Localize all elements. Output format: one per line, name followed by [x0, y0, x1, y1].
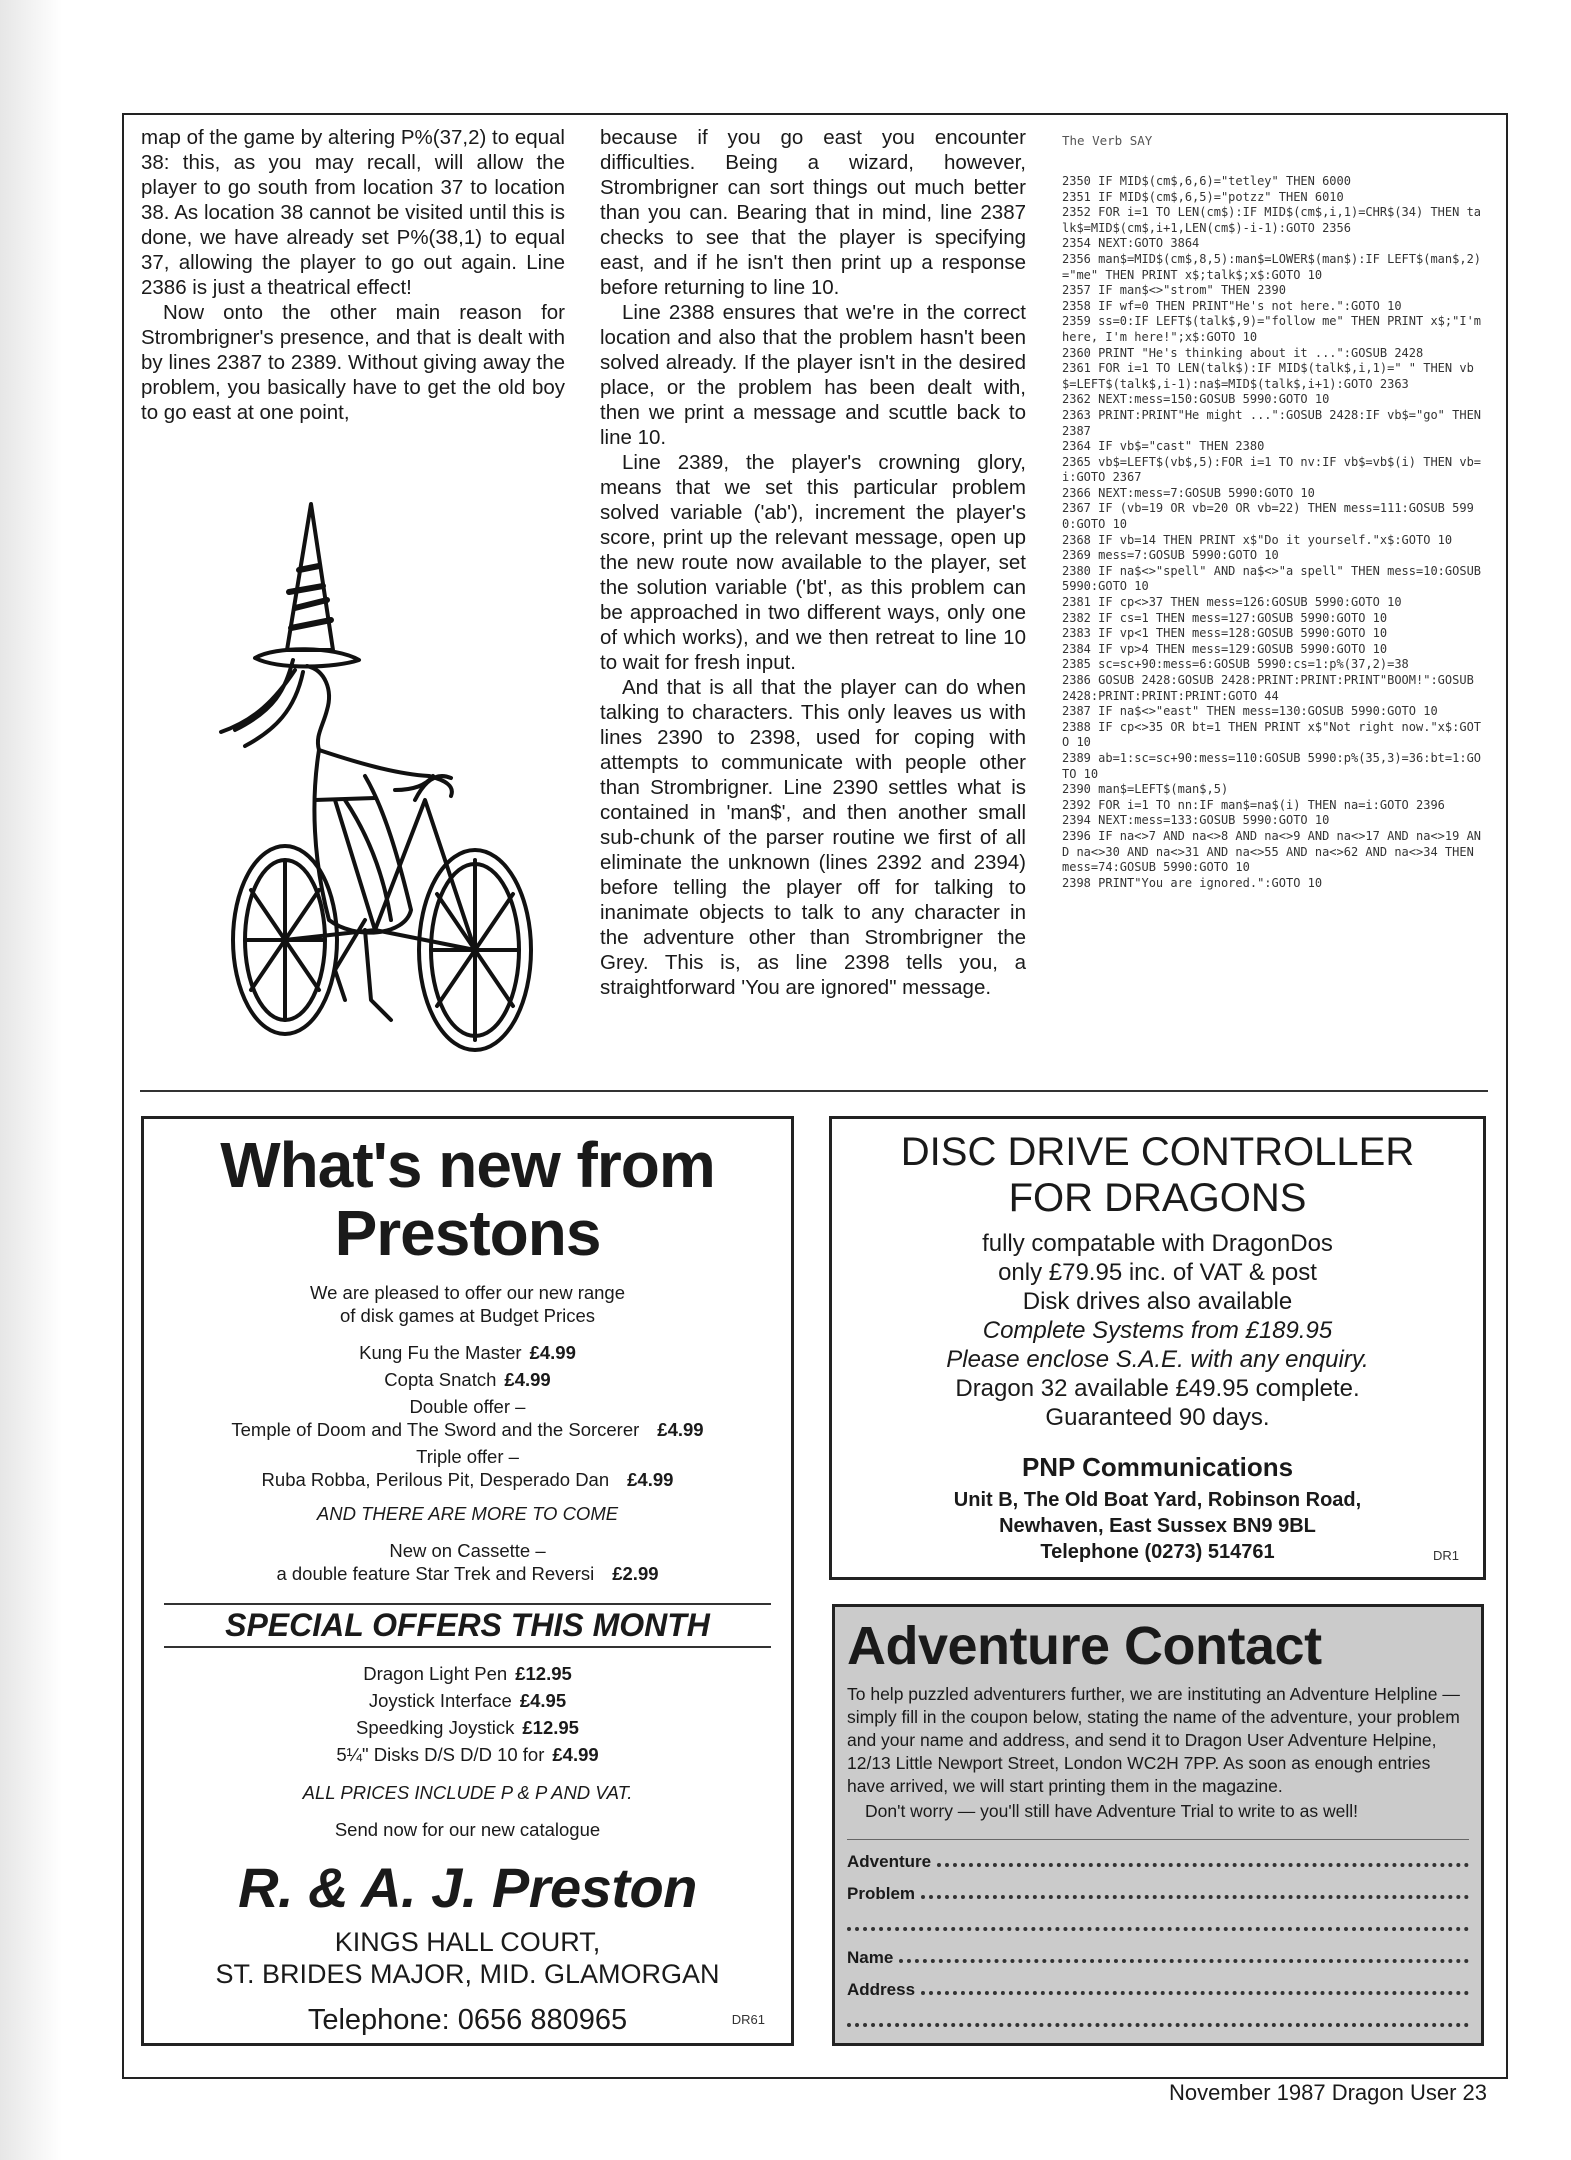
listing-line: 2396 IF na<>7 AND na<>8 AND na<>9 AND na<>17 AND na<>19 AND na<>30 AND na<>31 AND na<>55 AND na<>62 AND na<>34 THEN mess=74:GOSUB 5990:GOTO 10 [1062, 828, 1482, 875]
preston-advert [141, 1116, 794, 2046]
listing-line: 2364 IF vb$="cast" THEN 2380 [1062, 439, 1265, 454]
listing-line: 2398 PRINT"You are ignored.":GOTO 10 [1062, 875, 1323, 890]
special-offers-list [144, 1662, 791, 1766]
listing-line: 2354 NEXT:GOTO 3864 [1062, 236, 1200, 251]
listing-line: 2361 FOR i=1 TO LEN(talk$):IF MID$(talk$,i,1)=" " THEN vb$=LEFT$(talk$,i-1):na$=MID$(talk$,i+1):GOTO 2363 [1062, 361, 1474, 391]
disc-headline: DISC DRIVE CONTROLLER FOR DRAGONS [900, 1130, 1415, 1220]
name-field[interactable]: Name [847, 1936, 1469, 1968]
adventure-contact-note: Don't worry — you'll still have Adventure Trial to write to as well! [865, 1801, 1358, 1821]
double-offer: Double offer – Temple of Doom and The Sword and the Sorcerer £4.99 [231, 1396, 704, 1440]
listing-line: 2368 IF vb=14 THEN PRINT x$"Do it yourself."x$:GOTO 10 [1062, 532, 1453, 547]
preston-address: KINGS HALL COURT, ST. BRIDES MAJOR, MID. GLAMORGAN [215, 1927, 720, 1989]
article-paragraph: map of the game by altering P%(37,2) to equal 38: this, as you may recall, will allow the player to go south from location 37 to location 38. As location 38 cannot be visited until this is done, we have already set P%(38,1) to equal 37, allowing the player to go out again. Line 2386 is just a theatrical effect! [141, 126, 565, 299]
page-gutter-shadow [0, 0, 62, 2160]
article-column-2 [600, 125, 1026, 1000]
address-field[interactable]: Address [847, 1968, 1469, 2000]
article-paragraph: Now onto the other main reason for Strombrigner's presence, and that is dealt with by lines 2387 to 2389. Without giving away the problem, you basically have to get the old boy to go east at one point, [141, 301, 565, 424]
listing-line: 2356 man$=MID$(cm$,8,5):man$=LOWER$(man$):IF LEFT$(man$,2)="me" THEN PRINT x$;talk$;x$:GOTO 10 [1062, 251, 1482, 282]
listing-line: 2359 ss=0:IF LEFT$(talk$,9)="follow me" THEN PRINT x$;"I'm here, I'm here!";x$:GOTO 10 [1062, 314, 1489, 344]
special-offer: Dragon Light Pen £12.95 [363, 1663, 572, 1684]
listing-line: 2358 IF wf=0 THEN PRINT"He's not here.":GOTO 10 [1062, 298, 1402, 313]
disc-drive-advert [829, 1116, 1486, 1580]
listing-line: 2363 PRINT:PRINT"He might ...":GOSUB 2428:IF vb$="go" THEN 2387 [1062, 407, 1489, 438]
article-column-1 [141, 125, 565, 425]
witch-on-bicycle-illustration [215, 500, 545, 1070]
advert-code: DR1 [1432, 1548, 1459, 1563]
listing-line: 2367 IF (vb=19 OR vb=20 OR vb=22) THEN mess=111:GOSUB 5990:GOTO 10 [1062, 501, 1474, 532]
problem-field-line-2[interactable] [847, 1904, 1469, 1936]
listing-line: 2386 GOSUB 2428:GOSUB 2428:PRINT:PRINT:PRINT"BOOM!":GOSUB 2428:PRINT:PRINT:PRINT:GOTO 44 [1062, 673, 1482, 703]
listing-line: 2389 ab=1:sc=sc+90:mess=110:GOSUB 5990:p%(35,3)=36:bt=1:GOTO 10 [1062, 750, 1482, 781]
listing-line: 2385 sc=sc+90:mess=6:GOSUB 5990:cs=1:p%(37,2)=38 [1062, 657, 1409, 672]
preston-headline: What's new from Prestons [220, 1129, 715, 1269]
listing-code [1062, 174, 1489, 891]
triple-offer: Triple offer – Ruba Robba, Perilous Pit, Desperado Dan £4.99 [261, 1446, 674, 1490]
listing-line: 2384 IF vp>4 THEN mess=129:GOSUB 5990:GOTO 10 [1062, 641, 1388, 656]
adventure-contact-heading: Adventure Contact [847, 1616, 1322, 1676]
listing-line: 2351 IF MID$(cm$,6,5)="potzz" THEN 6010 [1062, 189, 1344, 204]
special-offer: Speedking Joystick £12.95 [356, 1717, 579, 1738]
article-paragraph: Line 2388 ensures that we're in the correct location and also that the problem hasn't been solved already. If the player isn't in the desired place, or the problem has been dealt with, then we print a message and scuttle back to line 10. [600, 301, 1026, 449]
problem-field[interactable]: Problem [847, 1872, 1469, 1904]
listing-title: The Verb SAY [1062, 133, 1153, 148]
adventure-field[interactable]: Adventure [847, 1840, 1469, 1872]
program-listing [1062, 133, 1489, 891]
advert-code: DR61 [731, 2012, 765, 2027]
catalogue-note: Send now for our new catalogue [334, 1819, 601, 1840]
special-offer: Joystick Interface £4.95 [368, 1690, 567, 1711]
listing-line: 2383 IF vp<1 THEN mess=128:GOSUB 5990:GOTO 10 [1062, 626, 1388, 641]
special-offer: 5¼" Disks D/S D/D 10 for £4.99 [336, 1744, 599, 1765]
listing-line: 2350 IF MID$(cm$,6,6)="tetley" THEN 6000 [1062, 174, 1351, 188]
listing-line: 2352 FOR i=1 TO LEN(cm$):IF MID$(cm$,i,1)=CHR$(34) THEN talk$=MID$(cm$,i+1,LEN(cm$)-i-1):GOTO 2356 [1062, 205, 1482, 235]
disc-details: fully compatable with DragonDos only £79.95 inc. of VAT & post Disk drives also available Complete Systems from £189.95 Please enclose S.A.E. with any enquiry. Dragon 32 available £49.95 complete. Guaranteed 90 days. [946, 1230, 1369, 1431]
game-offer: Copta Snatch £4.99 [384, 1369, 551, 1390]
listing-line: 2380 IF na$<>"spell" AND na$<>"a spell" THEN mess=10:GOSUB 5990:GOTO 10 [1062, 563, 1489, 594]
listing-line: 2365 vb$=LEFT$(vb$,5):FOR i=1 TO nv:IF vb$=vb$(i) THEN vb=i:GOTO 2367 [1062, 454, 1482, 485]
listing-line: 2382 IF cs=1 THEN mess=127:GOSUB 5990:GOTO 10 [1062, 610, 1388, 625]
listing-line: 2369 mess=7:GOSUB 5990:GOTO 10 [1062, 548, 1279, 563]
listing-line: 2394 NEXT:mess=133:GOSUB 5990:GOTO 10 [1062, 813, 1330, 828]
listing-line: 2390 man$=LEFT$(man$,5) [1062, 782, 1229, 797]
more-to-come: AND THERE ARE MORE TO COME [316, 1503, 619, 1524]
listing-line: 2392 FOR i=1 TO nn:IF man$=na$(i) THEN na=i:GOTO 2396 [1062, 797, 1445, 812]
game-offer: Kung Fu the Master £4.99 [359, 1342, 576, 1363]
address-field-line-2[interactable] [847, 2000, 1469, 2032]
listing-line: 2381 IF cp<>37 THEN mess=126:GOSUB 5990:GOTO 10 [1062, 595, 1402, 610]
article-paragraph: because if you go east you encounter difficulties. Being a wizard, however, Strombrigner can sort things out much better than you can. Bearing that in mind, line 2387 checks to see that the player is specifying east, and if he isn't then print up a response before returning to line 10. [600, 126, 1026, 299]
preston-intro: We are pleased to offer our new range of disk games at Budget Prices [309, 1282, 626, 1326]
adventure-contact-body: To help puzzled adventurers further, we are instituting an Adventure Helpline — simply fill in the coupon below, stating the name of the adventure, your problem and your name and address, and send it to Dragon User Adventure Helpine, 12/13 Little Newport Street, London WC2H 7PP. As soon as enough entries have arrived, we will start printing them in the magazine. [847, 1684, 1460, 1796]
listing-line: 2387 IF na$<>"east" THEN mess=130:GOSUB 5990:GOTO 10 [1062, 704, 1438, 719]
disc-address: Unit B, The Old Boat Yard, Robinson Road, Newhaven, East Sussex BN9 9BL Telephone (0273) 514761 [953, 1489, 1362, 1563]
cassette-offer: New on Cassette – a double feature Star Trek and Reversi £2.99 [276, 1540, 659, 1584]
disc-company-name: PNP Communications [1021, 1452, 1294, 1482]
article-paragraph: And that is all that the player can do when talking to characters. This only leaves us with lines 2390 to 2398, used for coping with attempts to communicate with people other than Strombrigner. Line 2390 settles what is contained in 'man$', and then another small sub-chunk of the parser routine we first of all eliminate the unknown (lines 2392 and 2394) before telling the player off for talking to inanimate objects to talk to any character in the adventure other than Strombrigner the Grey. This is, as line 2398 tells you, a straightforward 'You are ignored" message. [600, 676, 1026, 999]
page-footer: November 1987 Dragon User 23 [1169, 2080, 1487, 2105]
preston-company-name: R. & A. J. Preston [238, 1856, 697, 1919]
section-divider [140, 1090, 1488, 1092]
listing-line: 2362 NEXT:mess=150:GOSUB 5990:GOTO 10 [1062, 392, 1330, 407]
special-offers-heading: SPECIAL OFFERS THIS MONTH [164, 1603, 771, 1648]
preston-telephone: Telephone: 0656 880965 [307, 2004, 628, 2036]
listing-line: 2388 IF cp<>35 OR bt=1 THEN PRINT x$"Not right now."x$:GOTO 10 [1062, 719, 1482, 750]
article-paragraph: Line 2389, the player's crowning glory, means that we set this particular problem solved variable ('ab'), increment the player's score, print up the relevant message, open up the new route now available to the player, set the solution variable ('bt', as this problem can be approached in two different ways, only one of which works), and we then retreat to line 10 to wait for fresh input. [600, 451, 1026, 674]
prices-note: ALL PRICES INCLUDE P & P AND VAT. [302, 1782, 633, 1803]
listing-line: 2360 PRINT "He's thinking about it ...":GOSUB 2428 [1062, 345, 1424, 360]
adventure-contact-coupon [832, 1604, 1484, 2046]
listing-line: 2366 NEXT:mess=7:GOSUB 5990:GOTO 10 [1062, 485, 1315, 500]
listing-line: 2357 IF man$<>"strom" THEN 2390 [1062, 283, 1286, 298]
